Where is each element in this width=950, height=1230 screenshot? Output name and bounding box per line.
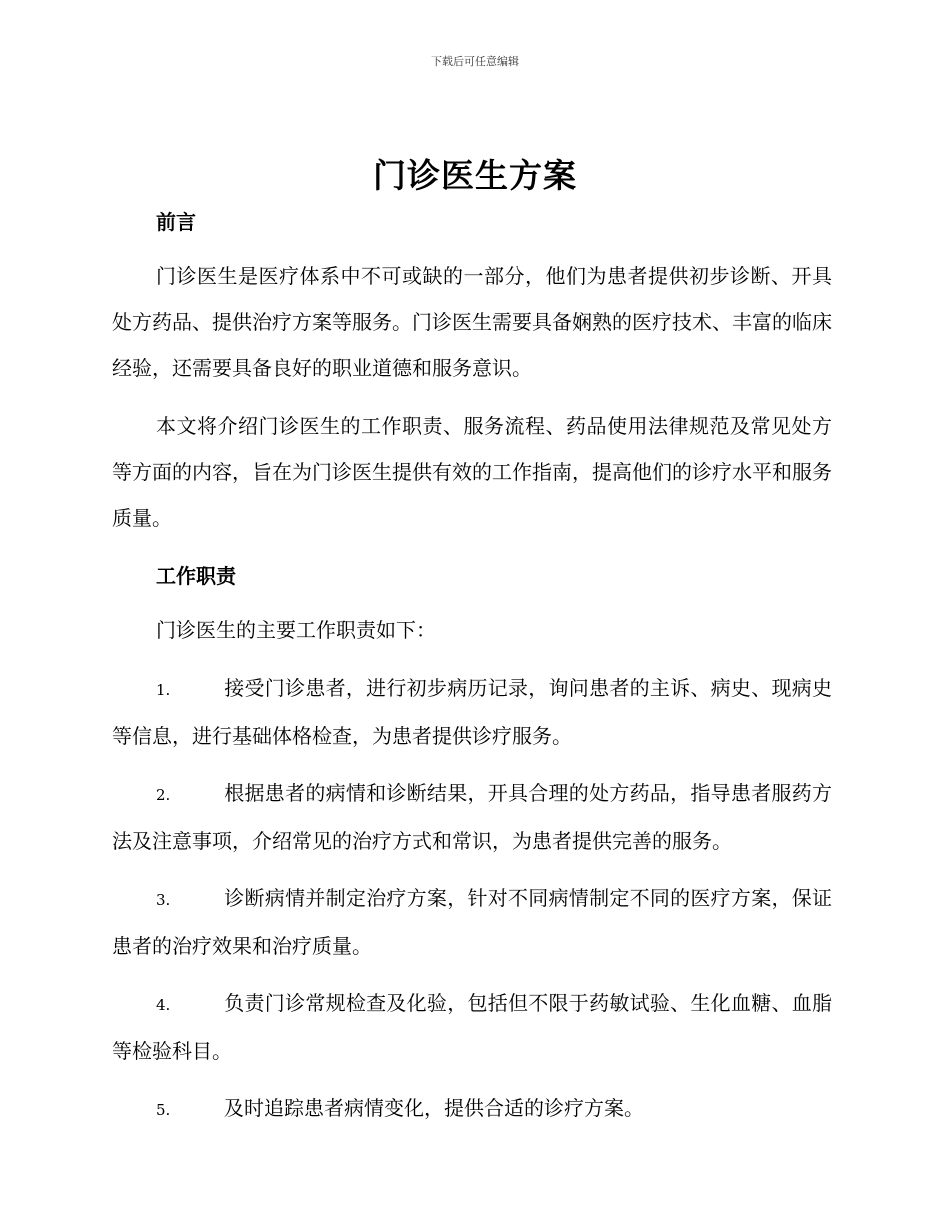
list-item	[112, 665, 832, 759]
list-item-number: 1.	[156, 681, 171, 699]
list-item-text: 根据患者的病情和诊断结果，开具合理的处方药品，指导患者服药方法及注意事项，介绍常见的治疗方式和常识，为患者提供完善的服务。	[112, 781, 832, 853]
list-item	[112, 875, 832, 969]
list-item-number: 3.	[156, 891, 171, 909]
list-item	[112, 770, 832, 864]
page-title: 门诊医生方案	[373, 156, 577, 195]
paragraph-duties-intro: 门诊医生的主要工作职责如下：	[156, 618, 436, 642]
list-item	[112, 980, 832, 1074]
header-note: 下载后可任意编辑	[431, 55, 519, 68]
paragraph-preface-1: 门诊医生是医疗体系中不可或缺的一部分，他们为患者提供初步诊断、开具处方药品、提供治疗方案等服务。门诊医生需要具备娴熟的医疗技术、丰富的临床经验，还需要具备良好的职业道德和服务意识。	[112, 264, 832, 380]
list-item-text: 及时追踪患者病情变化，提供合适的诊疗方案。	[224, 1096, 644, 1120]
list-item-number: 2.	[156, 786, 171, 804]
list-item-text: 负责门诊常规检查及化验，包括但不限于药敏试验、生化血糖、血脂等检验科目。	[112, 991, 832, 1063]
list-item-number: 4.	[156, 996, 171, 1014]
list-item-text: 接受门诊患者，进行初步病历记录，询问患者的主诉、病史、现病史等信息，进行基础体格检查，为患者提供诊疗服务。	[112, 676, 832, 748]
document-body	[112, 199, 832, 1144]
list-item-number: 5.	[156, 1101, 171, 1119]
list-item-text: 诊断病情并制定治疗方案，针对不同病情制定不同的医疗方案，保证患者的治疗效果和治疗质量。	[112, 886, 832, 958]
list-item	[112, 1085, 832, 1133]
section-heading-preface: 前言	[156, 210, 196, 234]
paragraph-preface-2: 本文将介绍门诊医生的工作职责、服务流程、药品使用法律规范及常见处方等方面的内容，旨在为门诊医生提供有效的工作指南，提高他们的诊疗水平和服务质量。	[112, 414, 832, 530]
section-heading-duties: 工作职责	[156, 564, 236, 588]
